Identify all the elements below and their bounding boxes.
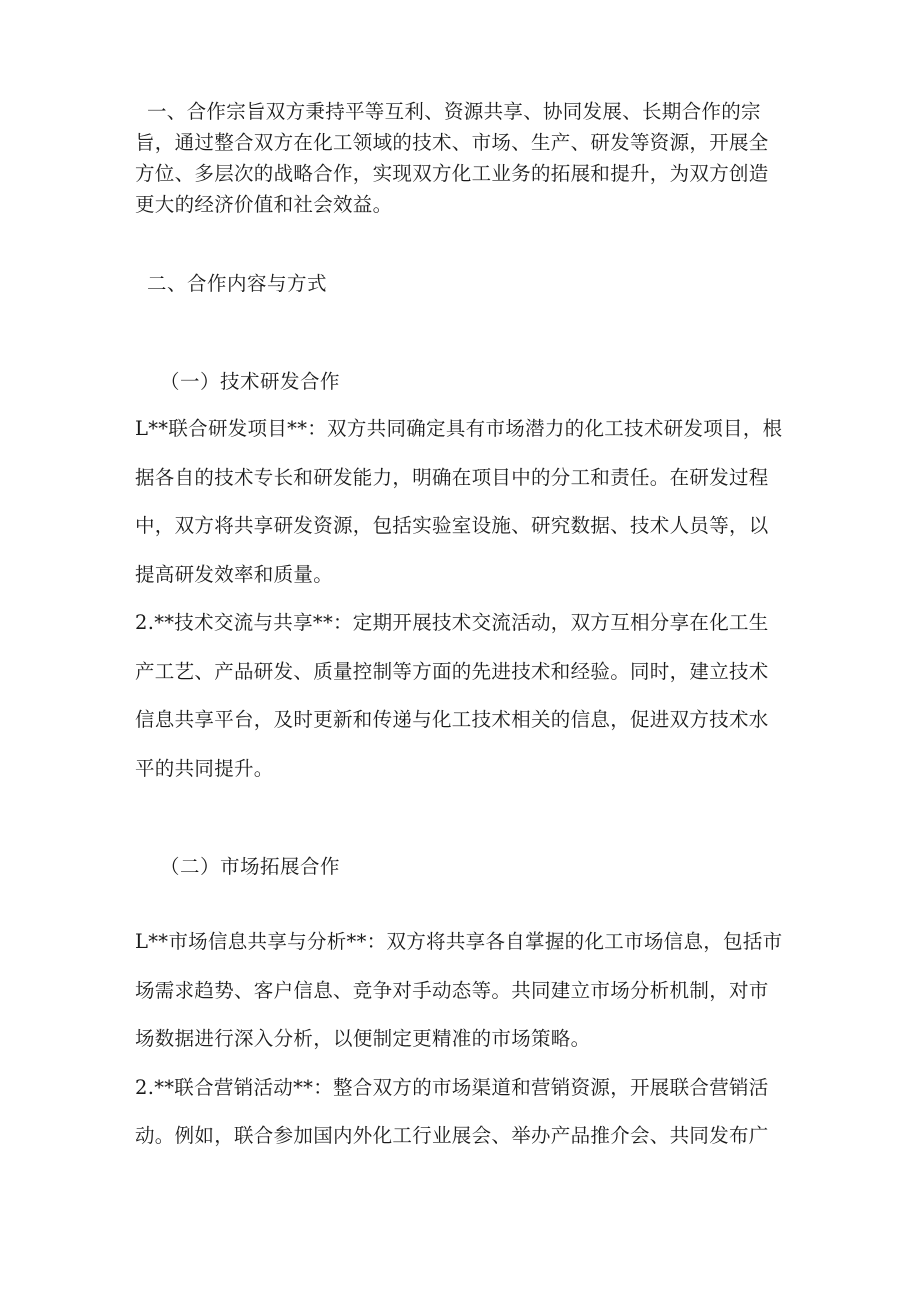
- subsection-heading-market-expansion: （二）市场拓展合作: [160, 855, 341, 878]
- list-item: 2.**技术交流与共享**：定期开展技术交流活动，双方互相分享在化工生产工艺、产品研发、质量控制等方面的先进技术和经验。同时，建立技术信息共享平台，及时更新和传递与化工技术相关的信息，促进双方技术水平的共同提升。: [135, 611, 769, 780]
- market-expansion-section: [135, 918, 785, 1161]
- section-heading-cooperation-content: 二、合作内容与方式: [147, 272, 328, 295]
- list-item: L**市场信息共享与分析**：双方将共享各自掌握的化工市场信息，包括市场需求趋势、客户信息、竞争对手动态等。共同建立市场分析机制，对市场数据进行深入分析，以便制定更精准的市场策略。: [135, 930, 783, 1050]
- list-item: L**联合研发项目**：双方共同确定具有市场潜力的化工技术研发项目，根据各自的技术专长和研发能力，明确在项目中的分工和责任。在研发过程中，双方将共享研发资源，包括实验室设施、研究数据、技术人员等，以提高研发效率和质量。: [135, 417, 783, 586]
- purpose-paragraph: 一、合作宗旨双方秉持平等互利、资源共享、协同发展、长期合作的宗旨，通过整合双方在化工领域的技术、市场、生产、研发等资源，开展全方位、多层次的战略合作，实现双方化工业务的拓展和提升，为双方创造更大的经济价值和社会效益。: [135, 100, 769, 216]
- subsection-heading-tech-rd: （一）技术研发合作: [160, 370, 341, 393]
- list-item: 2.**联合营销活动**：整合双方的市场渠道和营销资源，开展联合营销活动。例如，联合参加国内外化工行业展会、举办产品推介会、共同发布广: [135, 1075, 769, 1147]
- purpose-section: [135, 96, 785, 220]
- tech-rd-section: [135, 405, 785, 793]
